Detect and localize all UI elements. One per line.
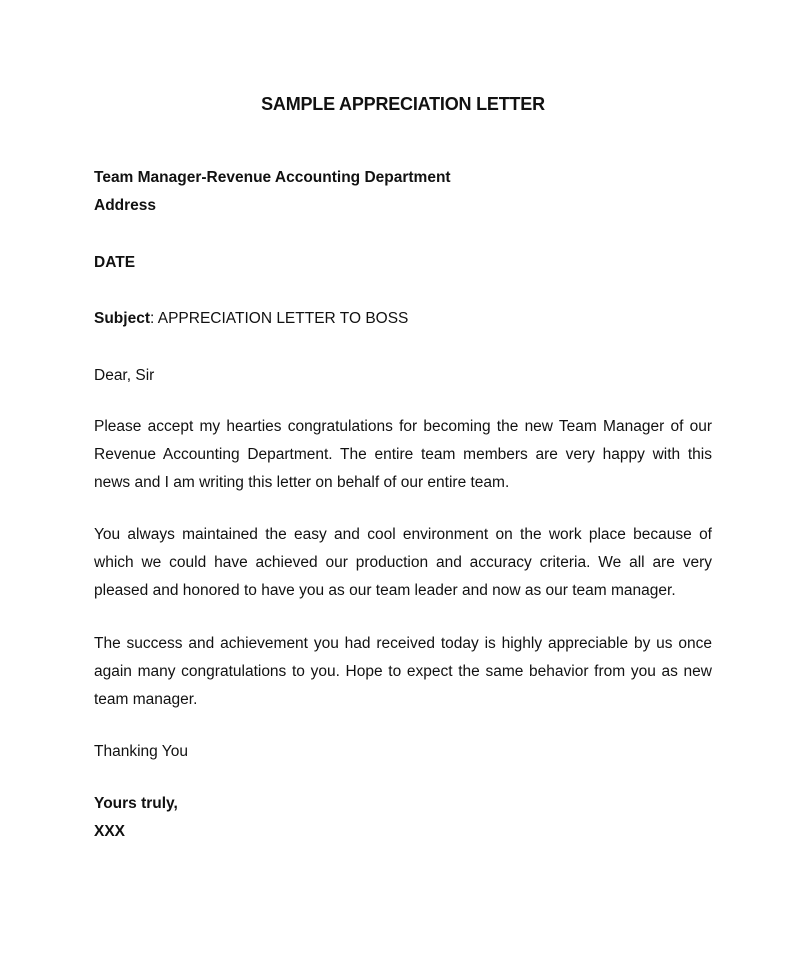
subject-separator: :	[149, 310, 158, 327]
body-paragraph-1: Please accept my hearties congratulations for becoming the new Team Manager of our Revenue Accounting Department. The entire team members are very happy with this news and I am writing this letter on behalf of our entire team.	[94, 418, 712, 491]
recipient-name: Team Manager-Revenue Accounting Department	[94, 169, 451, 186]
document-title: SAMPLE APPRECIATION LETTER	[261, 94, 545, 114]
salutation: Dear, Sir	[94, 367, 155, 384]
body-paragraph-2: You always maintained the easy and cool environment on the work place because of which we could have achieved our production and accuracy criteria. We all are very pleased and honored to have you as our team leader and now as our team manager.	[94, 526, 712, 599]
signature: XXX	[94, 823, 126, 840]
sign-off: Yours truly,	[94, 795, 178, 812]
recipient-address: Address	[94, 197, 157, 214]
subject-text: APPRECIATION LETTER TO BOSS	[157, 310, 409, 327]
closing-line: Thanking You	[94, 743, 188, 760]
body-paragraph-3: The success and achievement you had received today is highly appreciable by us once again many congratulations to you. Hope to expect the same behavior from you as new team manager.	[94, 635, 712, 708]
date-line: DATE	[94, 254, 136, 271]
subject-label: Subject	[94, 310, 150, 327]
subject-line	[94, 310, 408, 328]
